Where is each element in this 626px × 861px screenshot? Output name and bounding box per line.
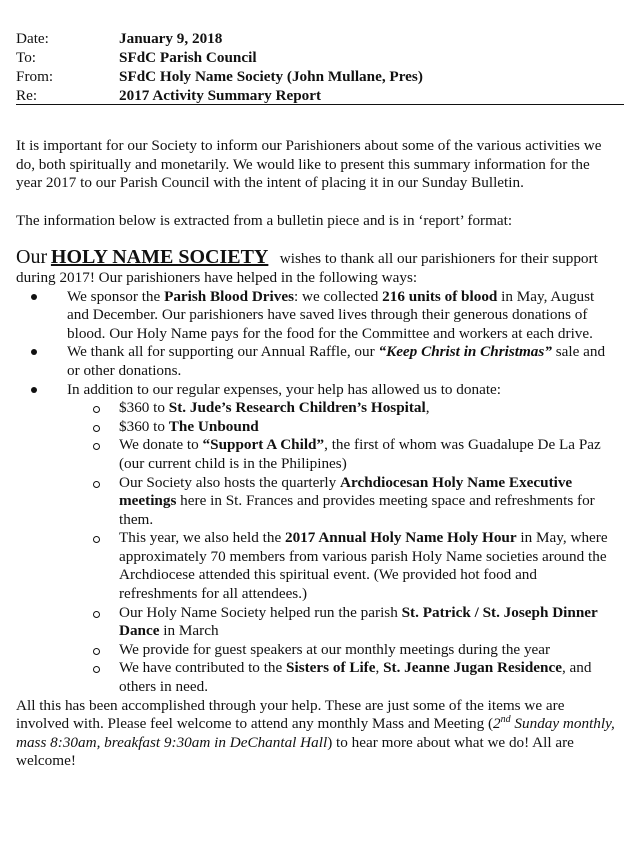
sub-bullet-circle-icon	[93, 425, 100, 432]
bullet-dot-icon	[31, 387, 37, 393]
memo-to-label: To:	[16, 49, 37, 66]
text-segment: in March	[159, 622, 219, 640]
bold-segment: St. Patrick / St. Joseph Dinner Dance	[119, 603, 598, 640]
memo-from-row	[16, 68, 616, 87]
bold-segment: St. Jeanne Jugan Residence	[383, 659, 562, 677]
text-segment: Our Holy Name Society helped run the parish	[119, 603, 402, 621]
donation-sub-list	[67, 399, 616, 697]
text-segment: ,	[375, 659, 384, 677]
sub-item-st-jude	[67, 399, 616, 418]
bold-segment: Archdiocesan Holy Name Executive meetings	[119, 473, 573, 510]
text-segment: Our Society also hosts the quarterly	[119, 473, 341, 491]
text-segment: We sponsor the	[67, 287, 165, 305]
text-segment: , the first of whom was Guadalupe De La Paz (our current child is in the Philipines)	[119, 436, 601, 472]
lead-text: wishes to thank all our parishioners for their support during 2017! Our parishioners have helped in the following ways:	[16, 250, 598, 286]
bold-segment: Sisters of Life	[286, 659, 376, 677]
text-segment: ,	[425, 399, 430, 417]
bullet-dot-icon	[31, 349, 37, 355]
header-divider	[16, 104, 624, 105]
sub-bullet-circle-icon	[93, 443, 100, 450]
text-segment: ) to hear more about what we do! All are welcome!	[16, 733, 574, 770]
bold-segment: St. Jude’s Research Children’s Hospital	[168, 399, 426, 417]
text-segment: All this has been accomplished through your help. These are just some of the items we are involved with. Please feel welcome to attend any monthly Mass and Meeting (	[16, 696, 565, 733]
text-segment: In addition to our regular expenses, your help has allowed us to donate:	[67, 380, 502, 398]
bullet-blood-drives	[16, 288, 616, 344]
memo-to-row	[16, 49, 616, 68]
memo-re-label: Re:	[16, 87, 38, 104]
text-segment: We provide for guest speakers at our monthly meetings during the year	[119, 640, 551, 658]
sub-bullet-circle-icon	[93, 536, 100, 543]
bold-segment: The Unbound	[168, 417, 259, 435]
memo-re-value: 2017 Activity Summary Report	[119, 87, 322, 104]
text-segment: sale and or other donations.	[67, 343, 606, 379]
holy-name-society-heading: HOLY NAME SOCIETY	[50, 246, 269, 269]
bullet-dot-icon	[31, 294, 37, 300]
bold-italic-segment: “Keep Christ in Christmas”	[378, 343, 552, 361]
bullet-raffle	[16, 343, 616, 380]
text-segment: This year, we also held the	[119, 529, 285, 547]
text-segment: : we collected	[294, 287, 383, 305]
memo-date-label: Date:	[16, 30, 49, 47]
memo-from-value: SFdC Holy Name Society (John Mullane, Pres)	[119, 68, 423, 85]
sub-bullet-circle-icon	[93, 406, 100, 413]
text-segment: here in St. Frances and provides meeting space and refreshments for them.	[119, 492, 595, 528]
ordinal-superscript: nd	[500, 714, 511, 726]
memo-date-value: January 9, 2018	[119, 30, 223, 47]
bold-segment: “Support A Child”	[202, 436, 325, 454]
sub-bullet-circle-icon	[93, 481, 100, 488]
bold-segment: Parish Blood Drives	[164, 287, 295, 305]
sub-item-guest-speakers	[67, 641, 616, 660]
italic-segment: Sunday monthly, mass 8:30am, breakfast 9:30am in DeChantal Hall	[16, 715, 615, 751]
text-segment: , and others in need.	[119, 659, 592, 696]
memo-from-label: From:	[16, 68, 54, 85]
closing-paragraph	[16, 697, 616, 771]
sub-bullet-circle-icon	[93, 666, 100, 673]
memo-header	[16, 30, 616, 106]
sub-item-executive-meetings	[67, 474, 616, 530]
sub-item-support-a-child	[67, 436, 616, 473]
sub-item-contributions	[67, 659, 616, 696]
intro-paragraph: It is important for our Society to inform our Parishioners about some of the various activities we do, both spiritually and monetarily. We would like to present this summary information for the year 2017 to our Parish Council with the intent of placing it in our Sunday Bulletin.	[16, 137, 602, 192]
bold-segment: 2017 Annual Holy Name Holy Hour	[284, 529, 517, 547]
text-segment: $360 to	[119, 417, 169, 435]
text-segment: in May, where approximately 70 members from various parish Holy Name societies around the Archdiocese attended this spiritual event. (We provided hot food and refreshments for all attendees.)	[119, 529, 608, 603]
lead-our: Our	[16, 246, 48, 269]
lead-paragraph	[16, 248, 616, 287]
text-segment: $360 to	[119, 399, 169, 417]
sub-bullet-circle-icon	[93, 611, 100, 618]
text-segment: We have contributed to the	[119, 659, 287, 677]
memo-re-row	[16, 87, 616, 106]
bold-segment: 216 units of blood	[382, 287, 498, 305]
sub-item-unbound	[67, 418, 616, 437]
italic-segment: 2	[493, 715, 501, 733]
sub-item-dinner-dance	[67, 604, 616, 641]
text-segment: We donate to	[119, 436, 203, 454]
sub-item-holy-hour	[67, 529, 616, 603]
text-segment: We thank all for supporting our Annual Raffle, our	[67, 343, 379, 361]
text-segment: in May, August and December. Our parishioners have saved lives through their generous donations of blood. Our Holy Name pays for the food for the Committee and workers at each drive.	[67, 287, 595, 342]
memo-to-value: SFdC Parish Council	[119, 49, 257, 66]
activity-bullet-list	[16, 288, 616, 697]
bullet-donations	[16, 381, 616, 697]
info-paragraph: The information below is extracted from a bulletin piece and is in ‘report’ format:	[16, 211, 513, 229]
sub-bullet-circle-icon	[93, 648, 100, 655]
memo-date-row	[16, 30, 616, 49]
